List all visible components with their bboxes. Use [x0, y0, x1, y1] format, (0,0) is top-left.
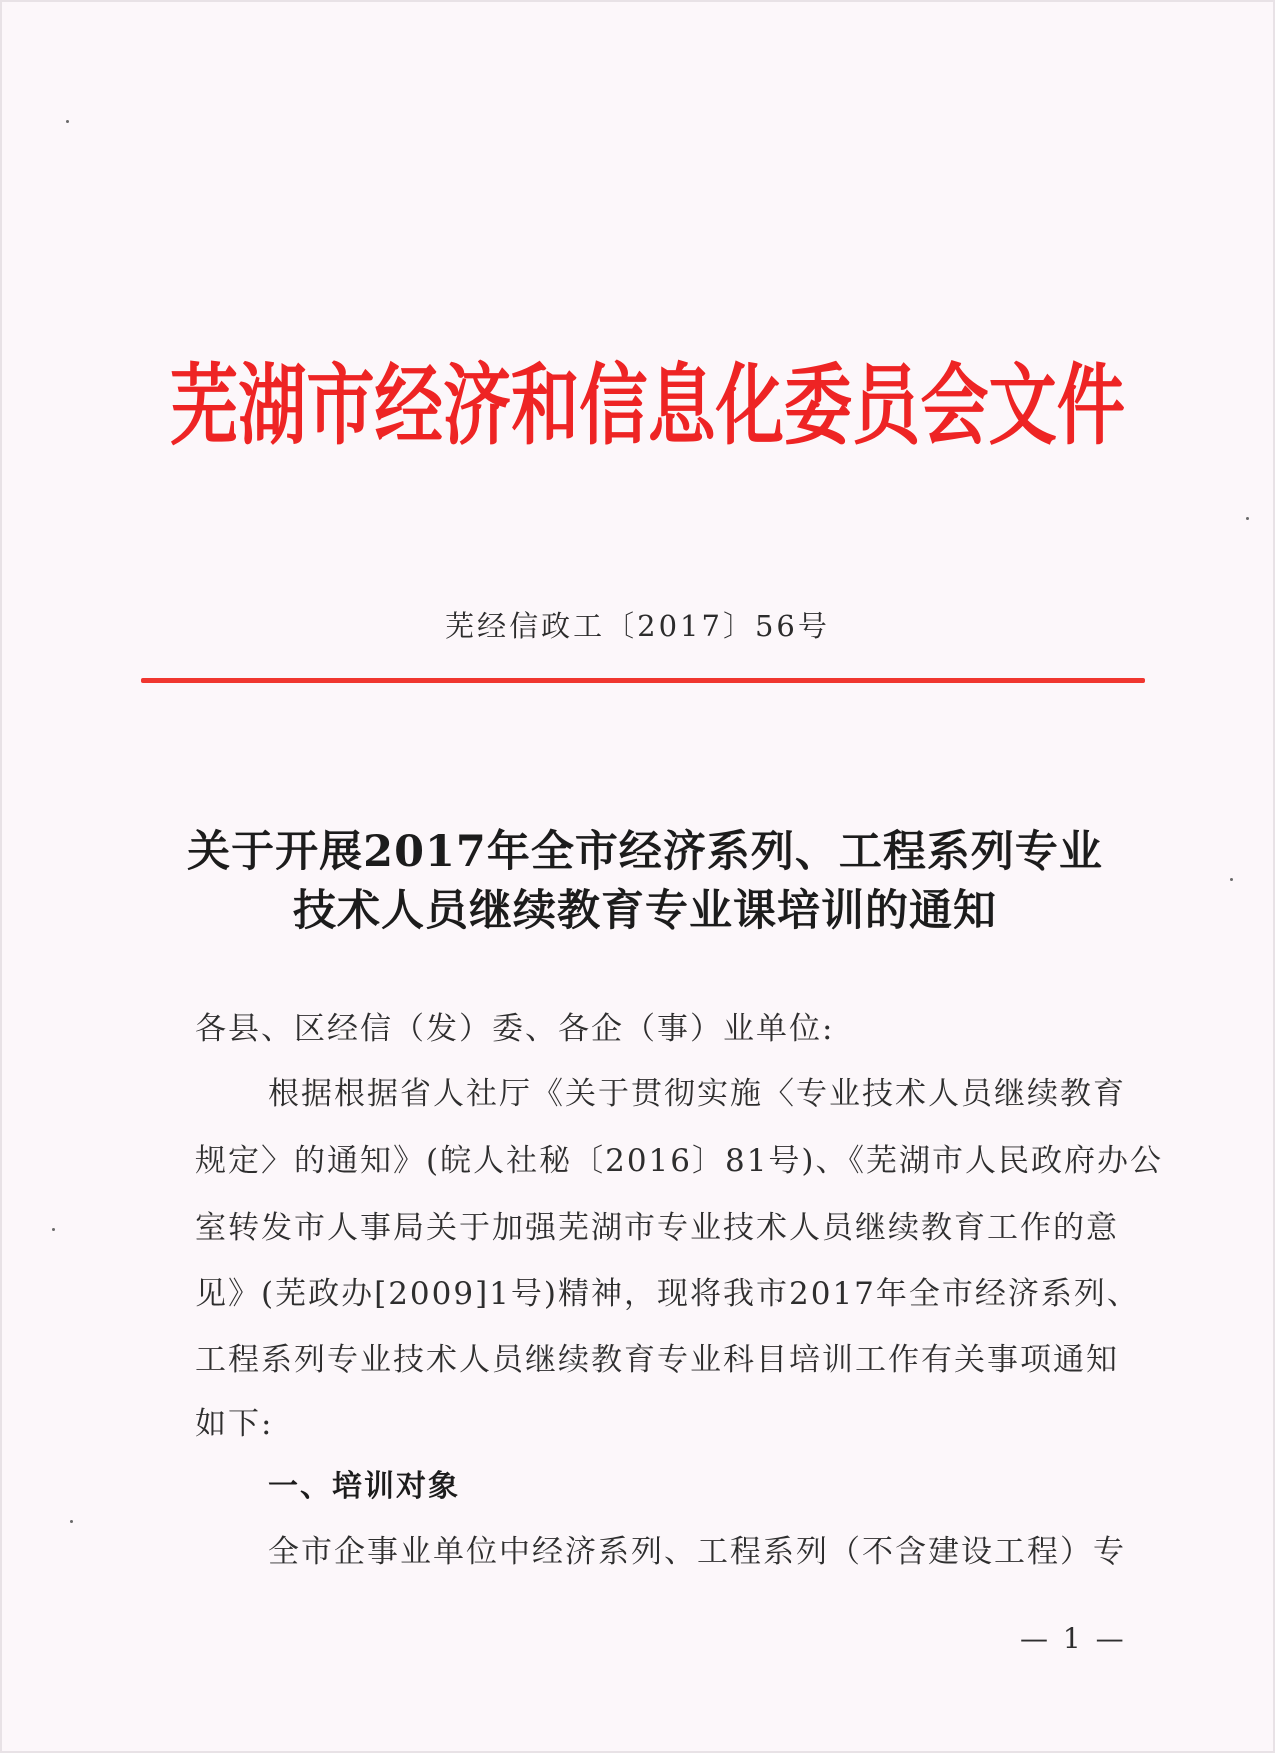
masthead-title: [170, 318, 1130, 468]
salutation: 各县、区经信（发）委、各企（事）业单位:: [195, 1011, 835, 1047]
red-divider-line: [141, 678, 1145, 683]
paragraph-line: 见》(芜政办[2009]1号)精神，现将我市2017年全市经济系列、: [195, 1276, 1140, 1312]
scan-speck: [1230, 878, 1233, 881]
paragraph-line: 如下:: [195, 1406, 274, 1442]
section-heading-training-targets: 一、培训对象: [268, 1469, 460, 1504]
document-number: 芜经信政工〔2017〕56号: [445, 609, 830, 643]
notice-title-line-1: 关于开展2017年全市经济系列、工程系列专业: [187, 827, 1103, 877]
scan-speck: [1246, 517, 1249, 520]
scan-speck: [70, 1520, 73, 1523]
scan-speck: [66, 120, 69, 123]
page-number: — 1 —: [1020, 1622, 1127, 1655]
section-body-line: 全市企事业单位中经济系列、工程系列（不含建设工程）专: [268, 1534, 1126, 1570]
paragraph-line: 根据根据省人社厅《关于贯彻实施〈专业技术人员继续教育: [268, 1076, 1126, 1112]
scan-speck: [52, 1228, 55, 1231]
paragraph-line: 室转发市人事局关于加强芜湖市专业技术人员继续教育工作的意: [195, 1210, 1119, 1246]
paragraph-line: 工程系列专业技术人员继续教育专业科目培训工作有关事项通知: [195, 1342, 1119, 1378]
paragraph-line: 规定〉的通知》(皖人社秘〔2016〕81号)、《芜湖市人民政府办公: [195, 1143, 1164, 1179]
masthead-title-text: 芜湖市经济和信息化委员会文件: [170, 353, 1125, 457]
notice-title-line-2: 技术人员继续教育专业课培训的通知: [293, 886, 997, 936]
